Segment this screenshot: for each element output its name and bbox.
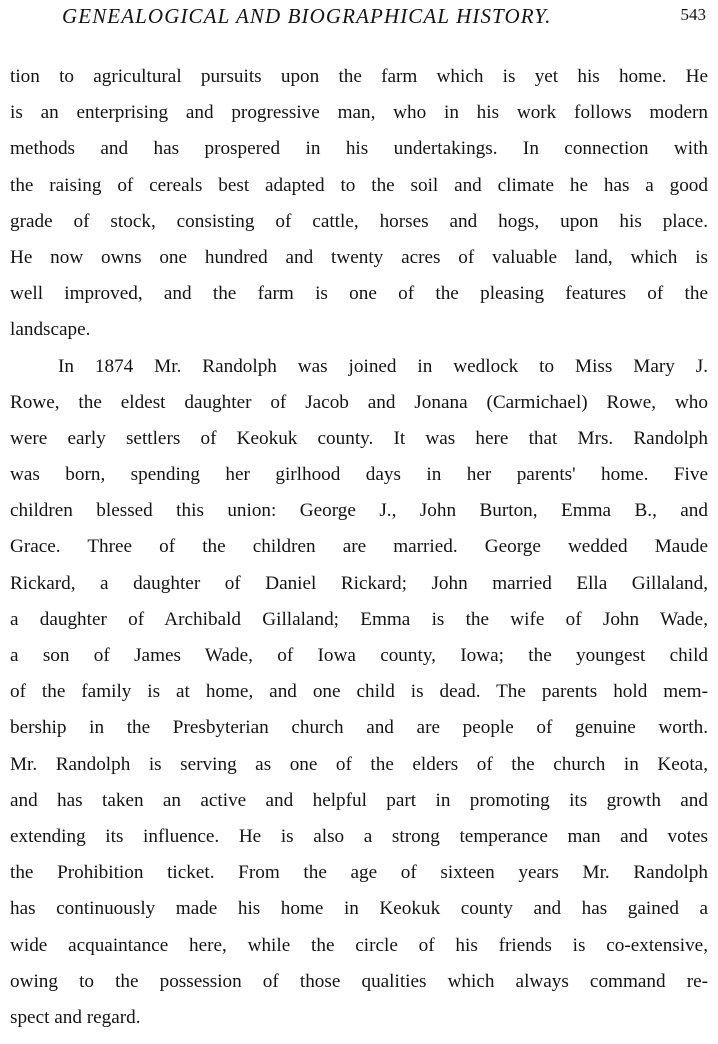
text-line: bership in the Presbyterian church and are people of genuine worth. [10, 717, 708, 739]
text-line: Rowe, the eldest daughter of Jacob and Jonana (Carmichael) Rowe, who [10, 391, 708, 413]
text-line: of the family is at home, and one child is dead. The parents hold mem- [10, 681, 708, 703]
text-line: were early settlers of Keokuk county. It was here that Mrs. Randolph [10, 427, 708, 449]
text-line: owing to the possession of those qualities which always command re- [10, 970, 708, 992]
text-line: children blessed this union: George J., John Burton, Emma B., and [10, 500, 708, 522]
page-number: 543 [680, 5, 706, 24]
text-line: spect and regard. [10, 1006, 141, 1028]
text-line: grade of stock, consisting of cattle, horses and hogs, upon his place. [10, 210, 708, 232]
text-line: extending its influence. He is also a strong temperance man and votes [10, 825, 708, 847]
text-line: In 1874 Mr. Randolph was joined in wedlock to Miss Mary J. [58, 355, 708, 377]
text-line: the Prohibition ticket. From the age of sixteen years Mr. Randolph [10, 862, 708, 884]
paragraph-marriage [10, 349, 708, 1037]
text-line: Mr. Randolph is serving as one of the elders of the church in Keota, [10, 753, 708, 775]
text-line: is an enterprising and progressive man, who in his work follows modern [10, 102, 708, 124]
body-text [10, 59, 708, 1036]
text-line: tion to agricultural pursuits upon the farm which is yet his home. He [10, 66, 708, 87]
text-line: Rickard, a daughter of Daniel Rickard; John married Ella Gillaland, [10, 572, 708, 594]
running-title: GENEALOGICAL AND BIOGRAPHICAL HISTORY. [62, 4, 552, 28]
text-line: and has taken an active and helpful part in promoting its growth and [10, 789, 708, 811]
text-line: the raising of cereals best adapted to the soil and climate he has a good [10, 174, 708, 196]
text-line: was born, spending her girlhood days in her parents' home. Five [10, 464, 708, 486]
text-line: Grace. Three of the children are married. George wedded Maude [10, 536, 708, 558]
paragraph-continuation [10, 59, 708, 349]
running-head [62, 4, 706, 30]
text-line: has continuously made his home in Keokuk county and has gained a [10, 898, 708, 920]
text-line: a daughter of Archibald Gillaland; Emma is the wife of John Wade, [10, 608, 708, 630]
text-line: methods and has prospered in his undertakings. In connection with [10, 138, 708, 160]
text-line: landscape. [10, 319, 91, 341]
text-line: He now owns one hundred and twenty acres of valuable land, which is [10, 246, 708, 268]
text-line: well improved, and the farm is one of the pleasing features of the [10, 283, 708, 305]
text-line: wide acquaintance here, while the circle of his friends is co-extensive, [10, 934, 708, 956]
text-line: a son of James Wade, of Iowa county, Iowa; the youngest child [10, 645, 708, 666]
